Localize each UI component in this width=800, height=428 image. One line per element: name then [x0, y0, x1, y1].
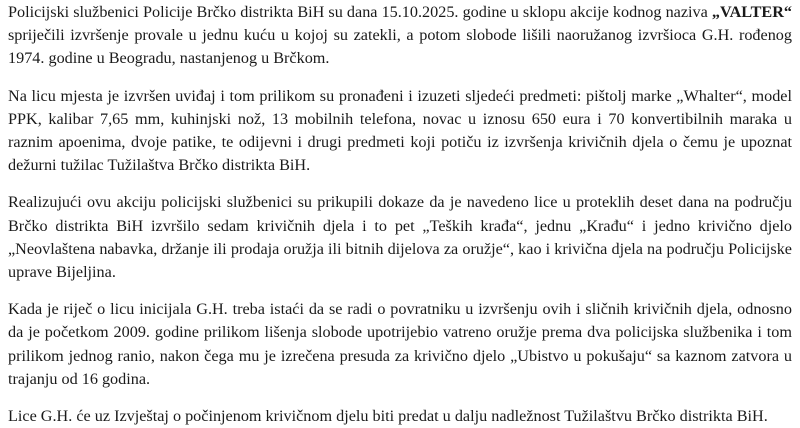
paragraph-1-rest: spriječili izvršenje provale u jednu kuću u kojoj su zatekli, a potom slobode lišili naoružanog izvršioca G.H. rođenog 1974. godine u Beogradu, nastanjenog u Brčkom. — [8, 26, 792, 68]
paragraph-3: Realizujući ovu akciju policijski službenici su prikupili dokaze da je navedeno lice u proteklih deset dana na području Brčko distrikta BiH izvršilo sedam krivičnih djela i to pet „Teških krađa“, jednu „Krađu“ i jedno krivično djelo „Neovlaštena nabavka, držanje ili prodaja oružja ili bitnih dijelova za oružje“, kao i krivična djela na području Policijske uprave Bijeljina. — [8, 193, 792, 282]
paragraph-1-intro: Policijski službenici Policije Brčko distrikta BiH su dana 15.10.2025. godine u sklopu akcije kodnog naziva — [8, 3, 712, 21]
paragraph-2: Na licu mjesta je izvršen uviđaj i tom prilikom su pronađeni i izuzeti sljedeći predmeti: pištolj marke „Whalter“, model PPK, kalibar 7,65 mm, kuhinjski nož, 13 mobilnih telefona, novac u iznosu 650 eura i 70 konvertibilnih maraka u raznim apoenima, dvoje patike, te odijevni i drugi predmeti koji potiču iz izvršenja krivičnih djela o čemu je upoznat dežurni tužilac Tužilaštva Brčko distrikta BiH. — [8, 86, 792, 175]
paragraph-4: Kada je riječ o licu inicijala G.H. treba istaći da se radi o povratniku u izvršenju ovih i sličnih krivičnih djela, odnosno da je početkom 2009. godine prilikom lišenja slobode upotrijebio vatreno oružje prema dva policijska službenika i tom prilikom jednog ranio, nakon čega mu je izrečena presuda za krivično djelo „Ubistvo u pokušaju“ sa kaznom zatvora u trajanju od 16 godina. — [8, 300, 792, 388]
paragraph-1 — [8, 1, 792, 71]
paragraph-5: Lice G.H. će uz Izvještaj o počinjenom krivičnom djelu biti predat u dalju nadležnost Tužilaštvu Brčko distrikta BiH. — [8, 407, 768, 426]
operation-code-name: „VALTER“ — [711, 3, 792, 21]
